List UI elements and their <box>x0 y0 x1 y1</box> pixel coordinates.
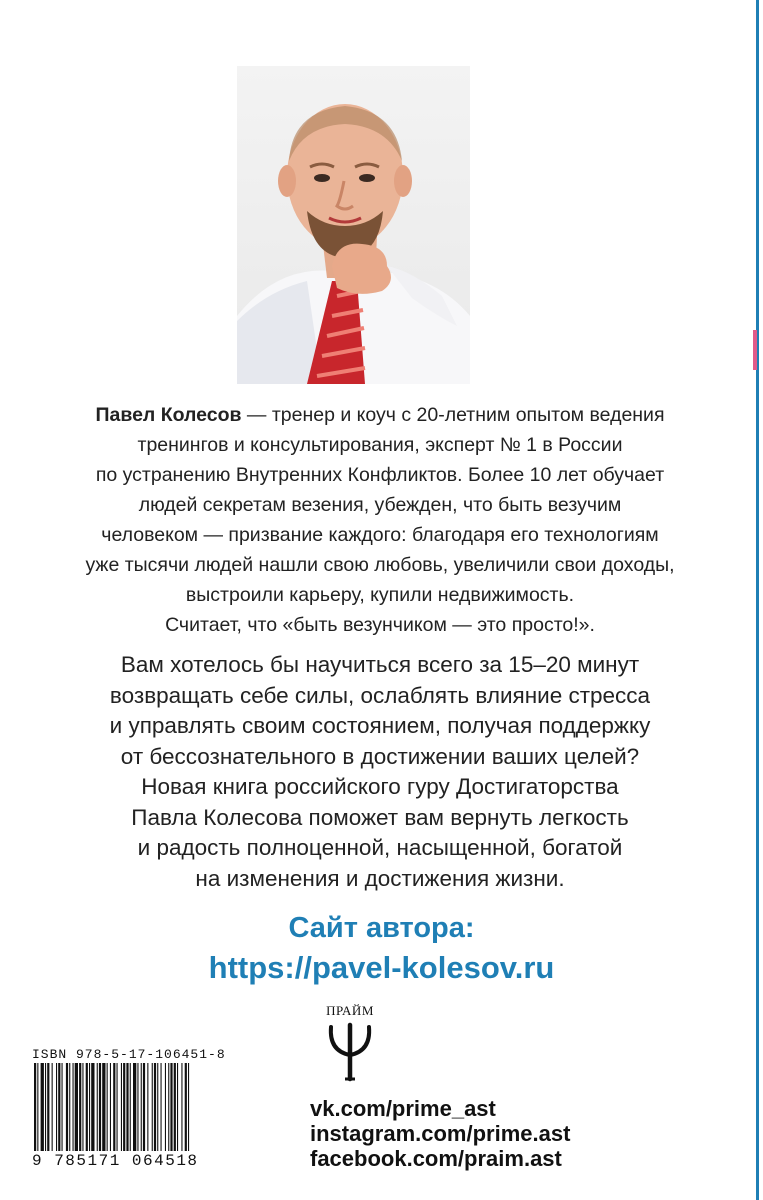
barcode-bar <box>86 1063 88 1151</box>
book-description <box>20 650 740 894</box>
bio-line: уже тысячи людей нашли свою любовь, увеличили свои доходы, <box>85 554 675 576</box>
bio-line: выстроили карьеру, купили недвижимость. <box>185 584 575 606</box>
site-label: Сайт автора: <box>288 912 475 944</box>
barcode-bar <box>188 1063 189 1151</box>
barcode-bar <box>99 1063 101 1151</box>
bio-first-line <box>30 400 730 430</box>
barcode-bar <box>91 1063 94 1151</box>
barcode-bar <box>117 1063 118 1151</box>
barcode-bar <box>168 1063 169 1151</box>
barcode-bar <box>69 1063 70 1151</box>
barcode-bar <box>121 1063 122 1151</box>
site-url[interactable]: https://pavel-kolesov.ru <box>208 950 555 985</box>
barcode-bar <box>133 1063 136 1151</box>
author-site <box>0 910 763 988</box>
barcode-bar <box>34 1063 36 1151</box>
barcode-bar <box>107 1063 108 1151</box>
barcode-bar <box>37 1063 38 1151</box>
barcode-bar <box>102 1063 105 1151</box>
social-links <box>310 1096 570 1171</box>
barcode-bar <box>56 1063 57 1151</box>
barcode-bar <box>157 1063 158 1151</box>
barcode-bar <box>147 1063 148 1151</box>
barcode-bar <box>73 1063 74 1151</box>
isbn-number: ISBN 978-5-17-106451-8 <box>32 1047 226 1062</box>
bio-line: людей секретам везения, убежден, что быть везучим <box>138 494 622 516</box>
publisher-name: ПРАЙМ <box>326 1003 374 1018</box>
social-link-vk[interactable]: vk.com/prime_ast <box>310 1096 496 1121</box>
description-line: Вам хотелось бы научиться всего за 15–20 минут <box>120 652 640 677</box>
barcode-bar <box>170 1063 172 1151</box>
author-name: Павел Колесов <box>95 404 242 426</box>
social-link-instagram[interactable]: instagram.com/prime.ast <box>310 1121 571 1146</box>
barcode-bar <box>97 1063 98 1151</box>
description-line: Павла Колесова поможет вам вернуть легкость <box>131 804 629 830</box>
barcode-bar <box>41 1063 44 1151</box>
barcode-bar <box>154 1063 156 1151</box>
barcode-digits: 9 785171 064518 <box>32 1152 199 1170</box>
barcode-bar <box>79 1063 81 1151</box>
barcode-bar <box>66 1063 68 1151</box>
bio-line: по устранению Внутренних Конфликтов. Более 10 лет обучает <box>95 464 665 486</box>
barcode-bar <box>165 1063 166 1151</box>
description-line: Новая книга российского гуру Достигаторства <box>141 774 619 799</box>
barcode-bar <box>126 1063 128 1151</box>
author-bio <box>30 400 730 640</box>
barcode-bar <box>174 1063 176 1151</box>
barcode-bar <box>62 1063 63 1151</box>
barcode-bar <box>141 1063 142 1151</box>
barcode-bar <box>152 1063 153 1151</box>
description-line: и радость полноценной, насыщенной, богатой <box>137 835 623 860</box>
barcode <box>32 1063 237 1155</box>
spine-marker <box>753 330 757 370</box>
bio-first-line-rest: — тренер и коуч с 20-летним опытом ведения <box>241 404 665 426</box>
barcode-bar <box>110 1063 111 1151</box>
barcode-bar <box>75 1063 78 1151</box>
barcode-bar <box>58 1063 60 1151</box>
publisher-logo <box>305 1003 395 1083</box>
spine-edge-line <box>756 0 759 1200</box>
barcode-bar <box>177 1063 178 1151</box>
barcode-bar <box>82 1063 83 1151</box>
bio-line: Считает, что «быть везунчиком — это просто!». <box>165 614 595 636</box>
description-line: от бессознательного в достижении ваших целей? <box>120 743 640 769</box>
barcode-bar <box>89 1063 90 1151</box>
description-line: и управлять своим состоянием, получая поддержку <box>109 713 651 738</box>
barcode-bar <box>47 1063 49 1151</box>
barcode-bar <box>130 1063 131 1151</box>
description-line: возвращать себе силы, ослаблять влияние стресса <box>109 682 651 708</box>
barcode-bar <box>143 1063 145 1151</box>
author-photo <box>237 66 470 384</box>
barcode-bar <box>161 1063 162 1151</box>
psi-icon <box>325 1021 375 1083</box>
barcode-bar <box>137 1063 138 1151</box>
barcode-bar <box>45 1063 46 1151</box>
barcode-bar <box>123 1063 125 1151</box>
barcode-bar <box>185 1063 187 1151</box>
bio-line: человеком — призвание каждого: благодаря его технологиям <box>101 524 659 546</box>
barcode-bar <box>113 1063 115 1151</box>
barcode-bar <box>52 1063 53 1151</box>
description-line: на изменения и достижения жизни. <box>195 865 565 891</box>
bio-line: тренингов и консультирования, эксперт № 1 в России <box>137 434 623 456</box>
social-link-facebook[interactable]: facebook.com/praim.ast <box>310 1146 562 1171</box>
barcode-bar <box>181 1063 182 1151</box>
